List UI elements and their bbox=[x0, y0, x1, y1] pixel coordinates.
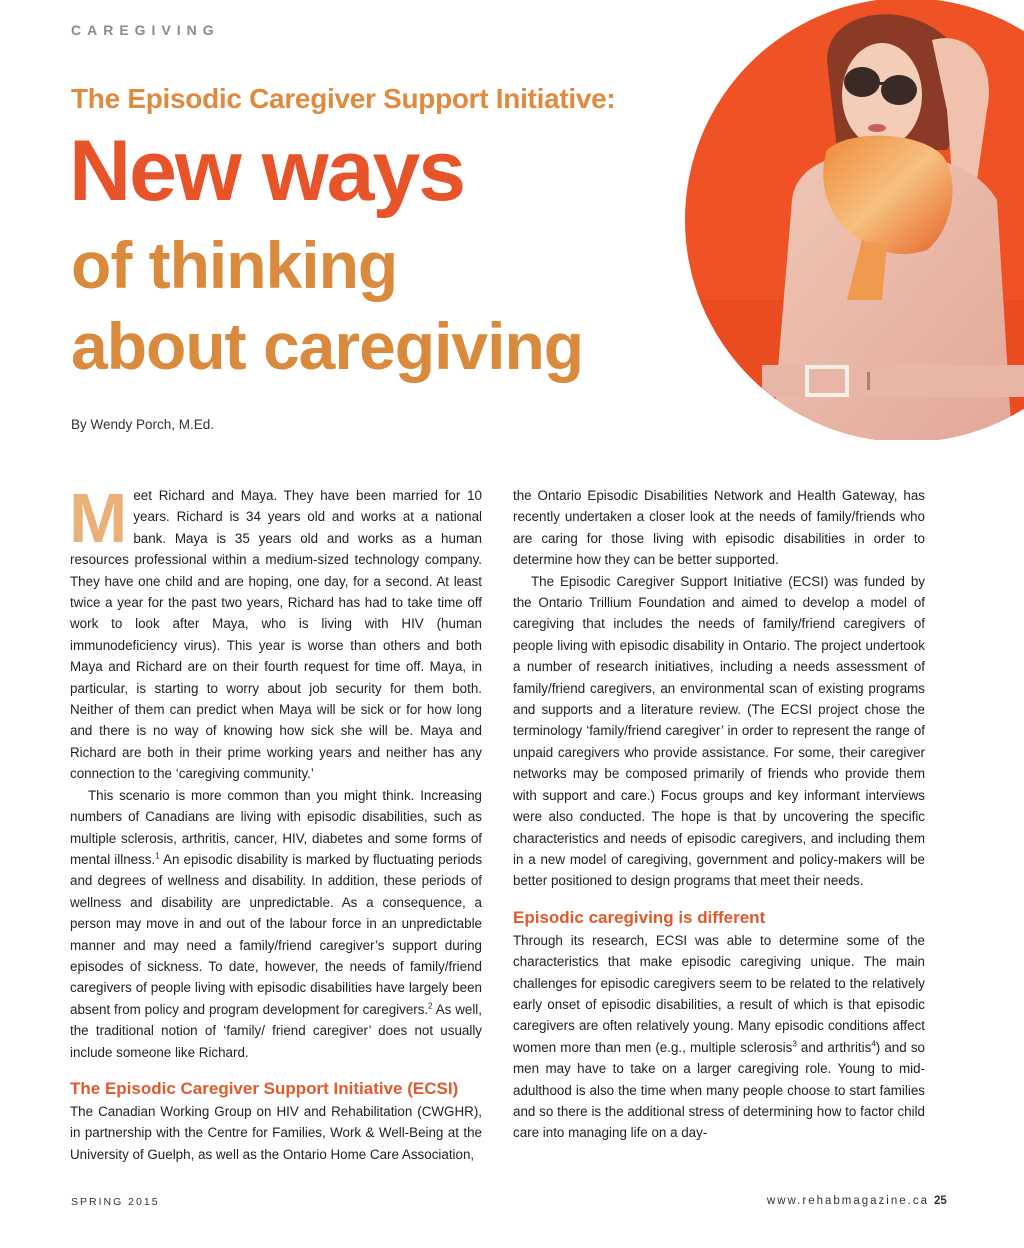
footnote-ref: 1 bbox=[155, 851, 160, 861]
paragraph bbox=[70, 785, 482, 1063]
paragraph-text: The Canadian Working Group on HIV and Rehabilitation (CWGHR), in partnership with the Centre for Families, Work & Well-Being at the University of Guelph, as well as the Ontario Home Care Association, bbox=[70, 1103, 482, 1162]
byline: By Wendy Porch, M.Ed. bbox=[71, 417, 215, 432]
paragraph-text: eet Richard and Maya. They have been married for 10 years. Richard is 34 years old and works at a national bank. Maya is 35 years old and works as a human resources professional within a medium-sized technology company. They have one child and are hoping, one day, for a second. At least twice a year for the past two years, Richard has had to take time off work to look after Maya, who is living with HIV (human immunodeficiency virus). This year is worse than others and both Maya and Richard are on their fourth request for time off. Maya, in particular, is starting to worry about job security for them both. Neither of them can predict when Maya will be sick or for how long and there is no way of knowing how sick she will be. Maya and Richard are both in their prime working years and neither has any connection to the ‘caregiving community.’ bbox=[70, 488, 482, 782]
footnote-ref: 4 bbox=[871, 1039, 876, 1049]
footnote-ref: 3 bbox=[792, 1039, 797, 1049]
section-heading: Episodic caregiving is different bbox=[513, 907, 766, 927]
paragraph bbox=[513, 930, 925, 1144]
footer-issue: SPRING 2015 bbox=[71, 1196, 160, 1208]
paragraph-text: This scenario is more common than you might think. Increasing numbers of Canadians are living with episodic disabilities, such as multiple sclerosis, arthritis, cancer, HIV, diabetes and some forms of mental illness. bbox=[70, 787, 482, 867]
section-label: CAREGIVING bbox=[71, 22, 220, 38]
cover-photo bbox=[677, 0, 1024, 440]
right-column bbox=[513, 485, 925, 1144]
footer-website[interactable]: www.rehabmagazine.ca bbox=[766, 1195, 929, 1207]
section-heading: The Episodic Caregiver Support Initiative (ECSI) bbox=[70, 1078, 459, 1098]
paragraph-text: An episodic disability is marked by fluctuating periods and degrees of wellness and disability. In addition, these periods of wellness and disability are unpredictable. As a consequence, a person may move in and out of the labour force in an unpredictable manner and may need a family/friend caregiver’s support during episodes of sickness. To date, however, the needs of family/friend caregivers of people living with episodic disabilities have largely been absent from policy and program development for caregivers. bbox=[70, 851, 483, 1017]
paragraph-text: As well, the traditional notion of ‘family/ friend caregiver’ does not usually include someone like Richard. bbox=[70, 1001, 482, 1060]
paragraph-text: The Episodic Caregiver Support Initiative (ECSI) was funded by the Ontario Trillium Foundation and aimed to develop a model of caregiving that includes the needs of family/friend caregivers of people living with episodic disability in Ontario. The project undertook a number of research initiatives, including a needs assessment of family/friend caregivers, an environmental scan of existing programs and supports and a literature review. (The ECSI project chose the terminology ‘family/friend caregiver’ in order to represent the range of unpaid caregivers who provide assistance. For some, their caregiver networks may be composed primarily of friends who provide them with support and care.) Focus groups and key informant interviews were also conducted. The hope is that by uncovering the specific characteristics and needs of episodic caregivers, and including them in a new model of caregiving, government and policy-makers will be better positioned to design programs that meet their needs. bbox=[513, 573, 925, 889]
paragraph-text: and arthritis bbox=[796, 1039, 872, 1055]
paragraph-text: Through its research, ECSI was able to determine some of the characteristics that make episodic caregiving unique. The main challenges for episodic caregivers seem to be related to the relatively early onset of episodic disabilities, a result of which is that episodic caregivers are often relatively young. Many episodic conditions affect women more than men (e.g., multiple sclerosis bbox=[513, 932, 925, 1055]
paragraph bbox=[70, 1101, 482, 1165]
paragraph bbox=[513, 571, 925, 892]
headline-line-1: New ways bbox=[69, 123, 465, 219]
headline-line-3: about caregiving bbox=[71, 309, 584, 383]
paragraph-text: ) and so men may have to take on a larger caregiving role. Young to mid-adulthood is also the time when many people choose to start families and so there is the additional stress of determining how to factor child care into managing life on a day- bbox=[513, 1039, 925, 1141]
left-column bbox=[69, 479, 483, 1165]
headline-line-2: of thinking bbox=[71, 228, 398, 302]
paragraph bbox=[513, 485, 925, 571]
article-kicker: The Episodic Caregiver Support Initiative: bbox=[71, 83, 616, 114]
paragraph-text: the Ontario Episodic Disabilities Network and Health Gateway, has recently undertaken a closer look at the needs of family/friends who are caring for those living with episodic disabilities in order to determine how they can be better supported. bbox=[513, 488, 925, 568]
paragraph bbox=[69, 479, 482, 785]
drop-cap: M bbox=[69, 479, 128, 557]
footnote-ref: 2 bbox=[428, 1001, 433, 1011]
page-number: 25 bbox=[934, 1195, 947, 1207]
